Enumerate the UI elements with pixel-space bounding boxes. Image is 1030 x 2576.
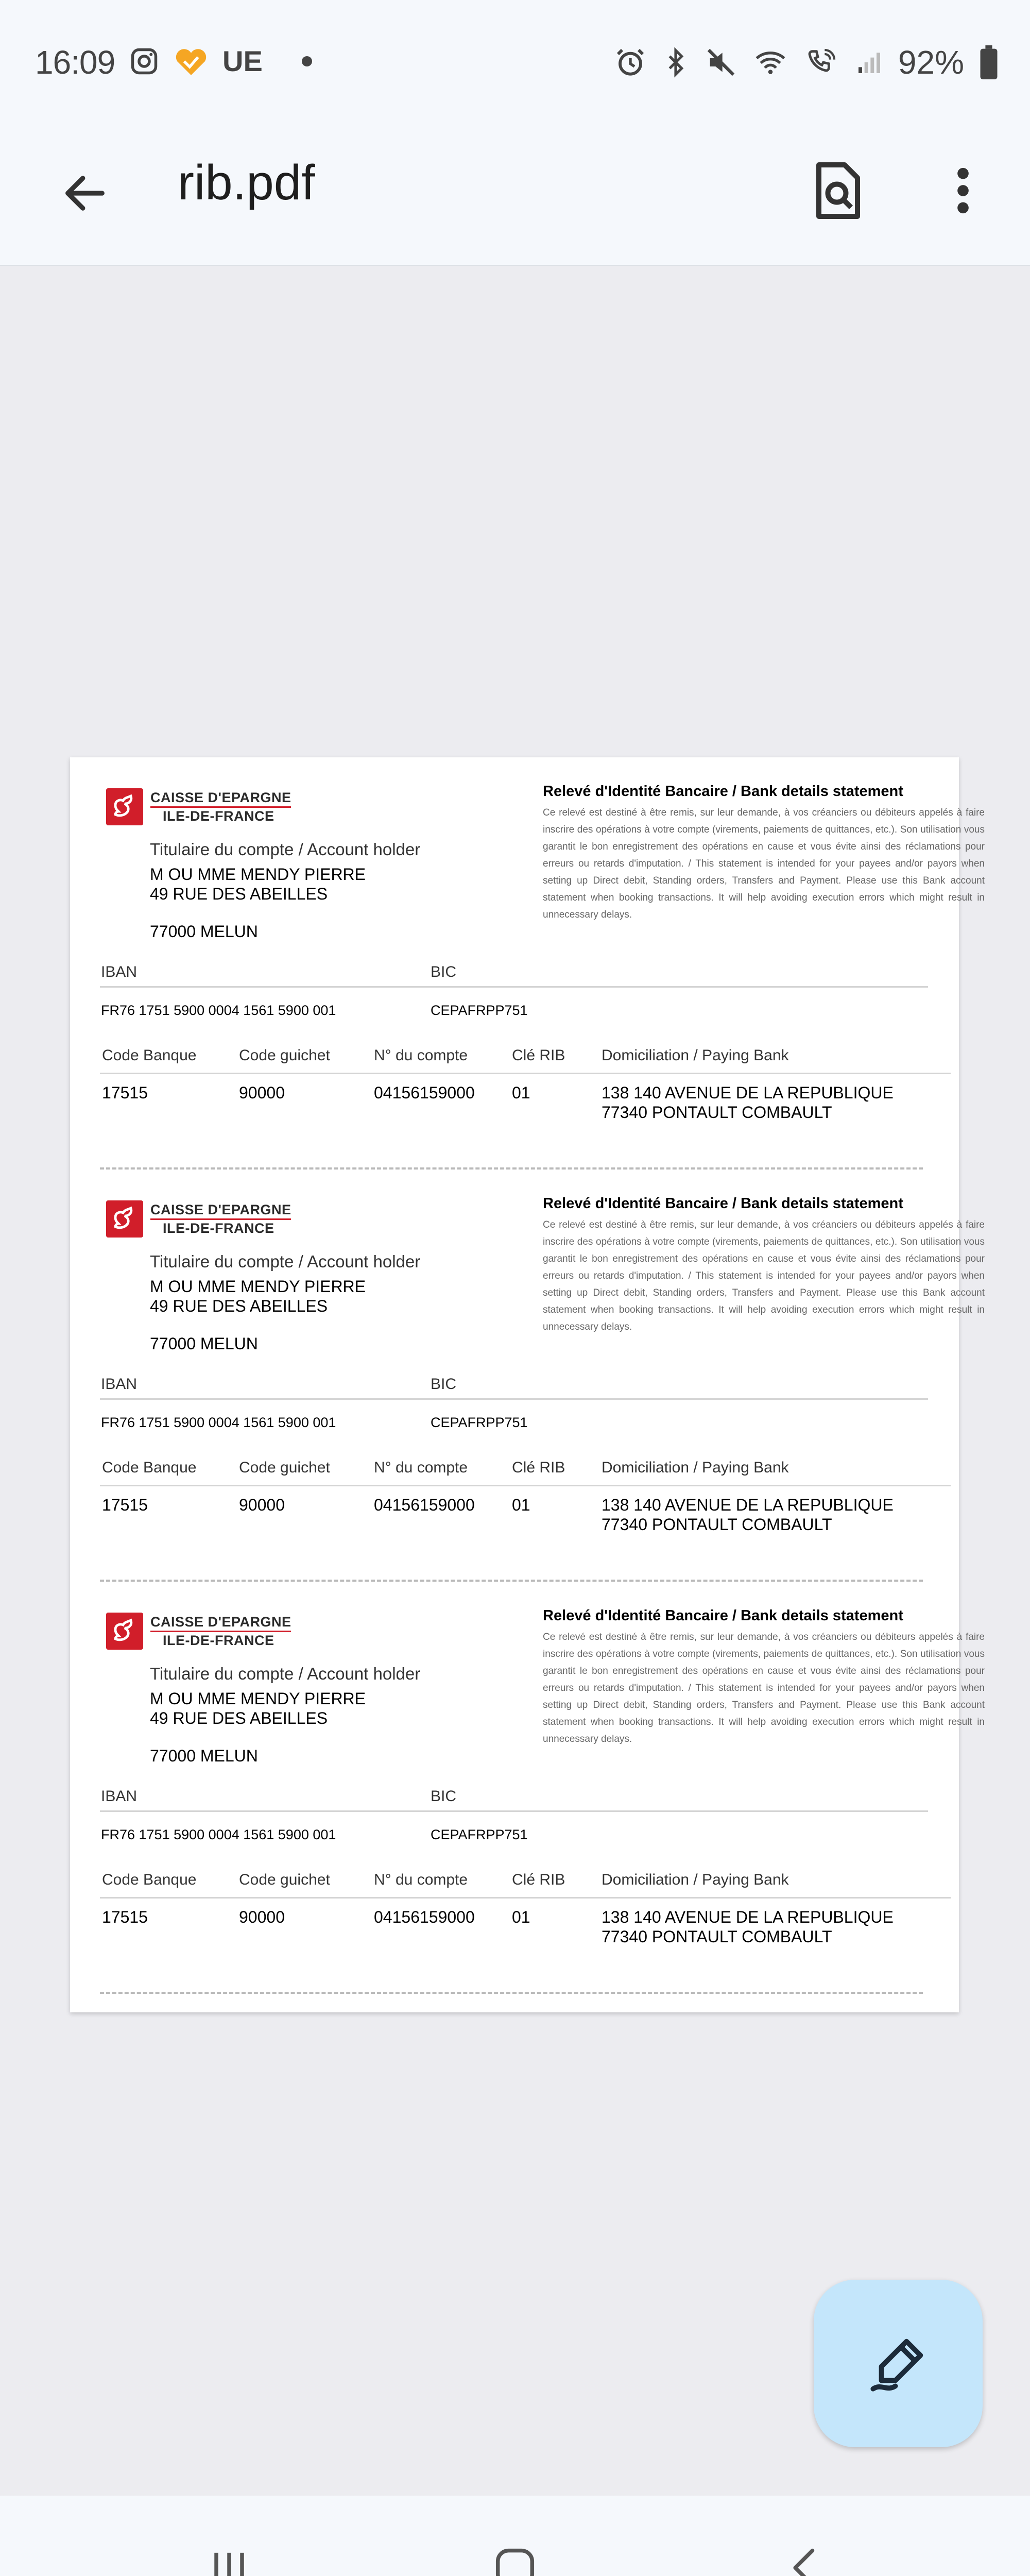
code-guichet-label: Code guichet	[239, 1047, 330, 1064]
iban-label: IBAN	[101, 963, 138, 980]
iban-label: IBAN	[101, 1376, 138, 1393]
bic-label: BIC	[431, 963, 457, 980]
back-arrow-icon	[59, 167, 111, 219]
statement-title: Relevé d'Identité Bancaire / Bank details statement	[543, 783, 903, 800]
domiciliation-label: Domiciliation / Paying Bank	[602, 1871, 789, 1888]
holder-name-line: M OU MME MENDY PIERRE	[150, 1689, 366, 1708]
status-time: 16:09	[35, 44, 115, 81]
domiciliation-line: 138 140 AVENUE DE LA REPUBLIQUE	[602, 1083, 894, 1102]
statement-block	[543, 1195, 985, 1335]
status-bar	[0, 0, 1030, 129]
num-compte-label: N° du compte	[374, 1871, 468, 1888]
bank-logo	[106, 1613, 291, 1650]
domiciliation-label: Domiciliation / Paying Bank	[602, 1047, 789, 1064]
code-guichet-value: 90000	[239, 1083, 285, 1102]
divider	[100, 1810, 928, 1812]
iban-label: IBAN	[101, 1788, 138, 1805]
nav-back-button[interactable]	[765, 2527, 847, 2576]
pdf-page	[70, 757, 985, 2012]
holder-label: Titulaire du compte / Account holder	[150, 840, 421, 859]
code-guichet-value: 90000	[239, 1496, 285, 1514]
iban-value: FR76 1751 5900 0004 1561 5900 001	[101, 1827, 336, 1842]
num-compte-value: 04156159000	[374, 1908, 475, 1926]
home-button[interactable]	[474, 2527, 556, 2576]
alarm-icon	[614, 46, 647, 79]
domiciliation-line: 138 140 AVENUE DE LA REPUBLIQUE	[602, 1496, 894, 1514]
holder-name-line: M OU MME MENDY PIERRE	[150, 1277, 366, 1296]
code-banque-value: 17515	[102, 1496, 148, 1514]
logo-line-1: CAISSE D'EPARGNE	[150, 1615, 291, 1632]
rib-slip	[70, 1582, 985, 1994]
divider	[100, 1073, 951, 1074]
domiciliation-line: 77340 PONTAULT COMBAULT	[602, 1927, 832, 1946]
num-compte-value: 04156159000	[374, 1083, 475, 1102]
statement-title: Relevé d'Identité Bancaire / Bank details statement	[543, 1195, 903, 1212]
logo-line-2: ILE-DE-FRANCE	[163, 1632, 274, 1648]
bic-value: CEPAFRPP751	[431, 1827, 528, 1842]
code-guichet-label: Code guichet	[239, 1871, 330, 1888]
find-in-page-icon	[811, 160, 863, 222]
holder-address-line: 49 RUE DES ABEILLES	[150, 1297, 328, 1315]
squirrel-logo-icon	[106, 1200, 143, 1238]
code-banque-label: Code Banque	[102, 1459, 197, 1476]
code-banque-value: 17515	[102, 1908, 148, 1926]
cle-rib-label: Clé RIB	[512, 1047, 565, 1064]
statement-text: Ce relevé est destiné à être remis, sur leur demande, à vos créanciers ou débiteurs appelés à faire inscrire des opérations à votre compte (virements, paiements de quittances, etc.). Son utilisation vous garantit le bon enregistrement des opérations en cause et vous évite ainsi des réclamations pour erreurs ou retards d'imputation. / This statement is intended for your payees and/or payors when setting up Direct debit, Standing orders, Transfers and Payment. Please use this Bank account statement when booking transactions. It will help avoiding execution errors which might result in unnecessary delays.	[543, 1219, 985, 1332]
logo-line-2: ILE-DE-FRANCE	[163, 1220, 274, 1236]
domiciliation-line: 77340 PONTAULT COMBAULT	[602, 1103, 832, 1122]
statement-text: Ce relevé est destiné à être remis, sur leur demande, à vos créanciers ou débiteurs appelés à faire inscrire des opérations à votre compte (virements, paiements de quittances, etc.). Son utilisation vous garantit le bon enregistrement des opérations en cause et vous évite ainsi des réclamations pour erreurs ou retards d'imputation. / This statement is intended for your payees and/or payors when setting up Direct debit, Standing orders, Transfers and Payment. Please use this Bank account statement when booking transactions. It will help avoiding execution errors which might result in unnecessary delays.	[543, 807, 985, 920]
back-icon	[780, 2542, 832, 2576]
logo-line-1: CAISSE D'EPARGNE	[150, 790, 291, 807]
holder-address-line: 49 RUE DES ABEILLES	[150, 1709, 328, 1727]
battery-icon	[978, 45, 999, 79]
holder-city: 77000 MELUN	[150, 1334, 258, 1353]
recent-apps-button[interactable]	[188, 2527, 270, 2576]
rib-slip	[70, 757, 985, 1170]
divider	[100, 1398, 928, 1400]
code-guichet-label: Code guichet	[239, 1459, 330, 1476]
divider	[100, 986, 928, 988]
rib-slip	[70, 1170, 985, 1582]
more-options-button[interactable]	[932, 155, 994, 227]
holder-address-line: 49 RUE DES ABEILLES	[150, 885, 328, 903]
carrier-label: UE	[222, 45, 263, 77]
domiciliation-line: 77340 PONTAULT COMBAULT	[602, 1515, 832, 1534]
holder-label: Titulaire du compte / Account holder	[150, 1252, 421, 1271]
mute-icon	[705, 46, 737, 79]
statement-block	[543, 1607, 985, 1748]
logo-line-2: ILE-DE-FRANCE	[163, 808, 274, 824]
divider	[100, 1485, 951, 1486]
bank-logo	[106, 1200, 291, 1238]
bic-label: BIC	[431, 1788, 457, 1805]
cle-rib-label: Clé RIB	[512, 1871, 565, 1888]
cut-line	[100, 1992, 923, 1994]
code-banque-value: 17515	[102, 1083, 148, 1102]
signal-icon	[855, 46, 884, 79]
document-title: rib.pdf	[178, 155, 315, 210]
holder-name	[150, 865, 366, 904]
app-bar	[0, 129, 1030, 266]
battery-percent: 92%	[898, 44, 964, 81]
annotate-fab-button[interactable]	[814, 2280, 983, 2447]
bank-logo	[106, 788, 291, 825]
domiciliation-value	[602, 1495, 894, 1534]
num-compte-label: N° du compte	[374, 1459, 468, 1476]
home-icon	[489, 2542, 541, 2576]
heart-app-icon	[173, 46, 209, 77]
holder-label: Titulaire du compte / Account holder	[150, 1664, 421, 1683]
bic-value: CEPAFRPP751	[431, 1415, 528, 1430]
notification-dot-icon	[302, 56, 312, 66]
code-banque-label: Code Banque	[102, 1047, 197, 1064]
bluetooth-icon	[661, 46, 690, 79]
code-banque-label: Code Banque	[102, 1871, 197, 1888]
status-right-icons	[614, 43, 999, 81]
squirrel-logo-icon	[106, 788, 143, 825]
more-vert-icon	[955, 165, 971, 216]
iban-value: FR76 1751 5900 0004 1561 5900 001	[101, 1003, 336, 1018]
back-button[interactable]	[52, 160, 118, 227]
num-compte-value: 04156159000	[374, 1496, 475, 1514]
domiciliation-line: 138 140 AVENUE DE LA REPUBLIQUE	[602, 1908, 894, 1926]
holder-city: 77000 MELUN	[150, 922, 258, 941]
statement-title: Relevé d'Identité Bancaire / Bank details statement	[543, 1607, 903, 1624]
num-compte-label: N° du compte	[374, 1047, 468, 1064]
statement-text: Ce relevé est destiné à être remis, sur leur demande, à vos créanciers ou débiteurs appelés à faire inscrire des opérations à votre compte (virements, paiements de quittances, etc.). Son utilisation vous garantit le bon enregistrement des opérations en cause et vous évite ainsi des réclamations pour erreurs ou retards d'imputation. / This statement is intended for your payees and/or payors when setting up Direct debit, Standing orders, Transfers and Payment. Please use this Bank account statement when booking transactions. It will help avoiding execution errors which might result in unnecessary delays.	[543, 1632, 985, 1744]
navigation-bar	[0, 2496, 1030, 2576]
instagram-icon	[129, 46, 160, 77]
divider	[100, 1897, 951, 1899]
logo-line-1: CAISSE D'EPARGNE	[150, 1202, 291, 1219]
squirrel-logo-icon	[106, 1613, 143, 1650]
holder-name-line: M OU MME MENDY PIERRE	[150, 865, 366, 884]
cle-rib-label: Clé RIB	[512, 1459, 565, 1476]
bic-label: BIC	[431, 1376, 457, 1393]
domiciliation-value	[602, 1907, 894, 1946]
cle-rib-value: 01	[512, 1083, 530, 1102]
wifi-calling-icon	[803, 46, 840, 79]
iban-value: FR76 1751 5900 0004 1561 5900 001	[101, 1415, 336, 1430]
code-guichet-value: 90000	[239, 1908, 285, 1926]
find-in-page-button[interactable]	[801, 149, 873, 232]
recent-apps-icon	[203, 2542, 255, 2576]
domiciliation-value	[602, 1083, 894, 1122]
domiciliation-label: Domiciliation / Paying Bank	[602, 1459, 789, 1476]
holder-city: 77000 MELUN	[150, 1747, 258, 1765]
bic-value: CEPAFRPP751	[431, 1003, 528, 1018]
holder-name	[150, 1689, 366, 1728]
holder-name	[150, 1277, 366, 1316]
cle-rib-value: 01	[512, 1496, 530, 1514]
wifi-icon	[752, 46, 789, 79]
edit-pen-icon	[865, 2330, 932, 2397]
status-left-icons	[129, 44, 312, 78]
cle-rib-value: 01	[512, 1908, 530, 1926]
statement-block	[543, 783, 985, 923]
